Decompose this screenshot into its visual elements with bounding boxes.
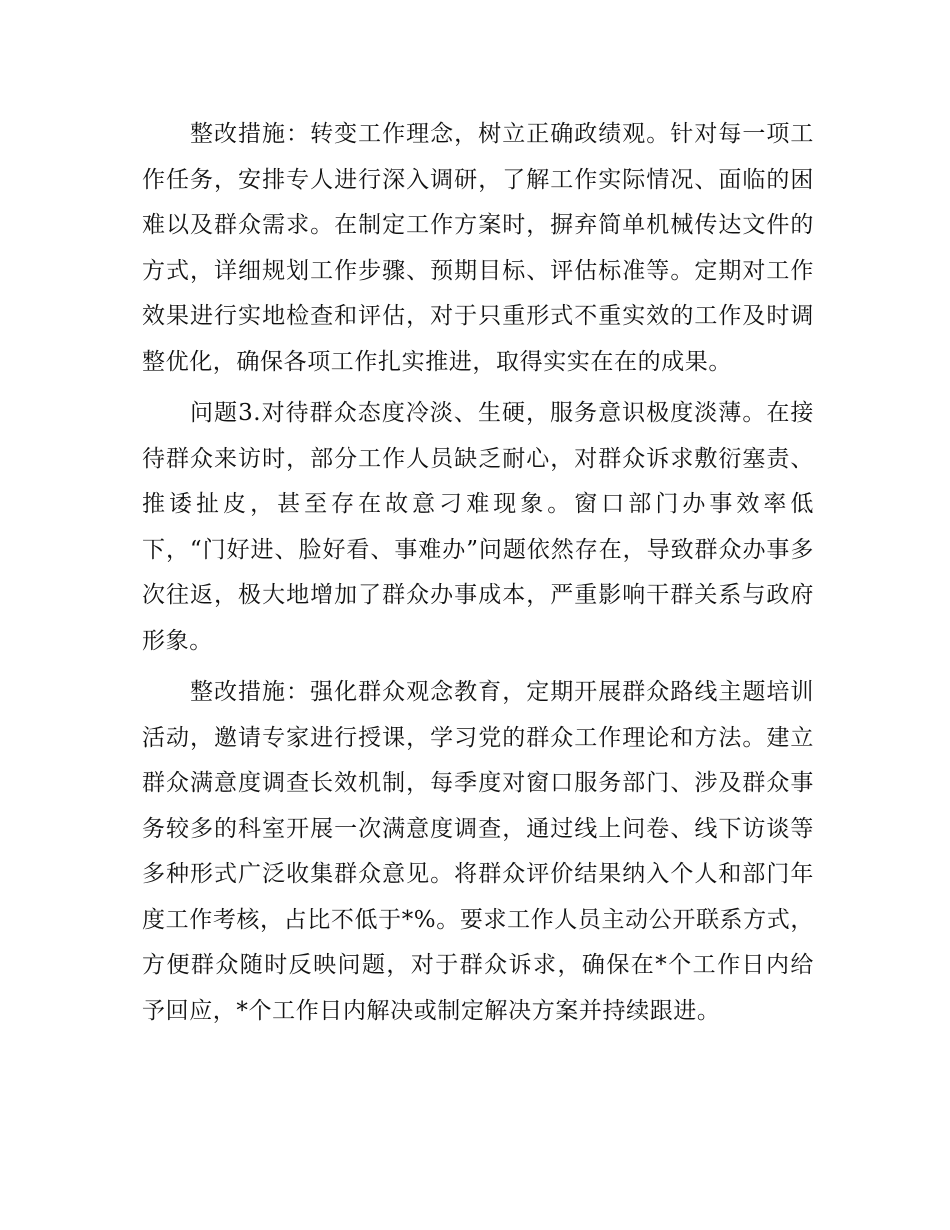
document-body (142, 112, 814, 1040)
paragraph-rectification-measures-1: 整改措施：转变工作理念，树立正确政绩观。针对每一项工作任务，安排专人进行深入调研，了解工作实际情况、面临的困难以及群众需求。在制定工作方案时，摒弃简单机械传达文件的方式，详细规划工作步骤、预期目标、评估标准等。定期对工作效果进行实地检查和评估，对于只重形式不重实效的工作及时调整优化，确保各项工作扎实推进，取得实实在在的成果。 (142, 121, 814, 375)
paragraph-problem-3: 问题3.对待群众态度冷淡、生硬，服务意识极度淡薄。在接待群众来访时，部分工作人员缺乏耐心，对群众诉求敷衍塞责、推诿扯皮，甚至存在故意刁难现象。窗口部门办事效率低下，“门好进、脸好看、事难办”问题依然存在，导致群众办事多次往返，极大地增加了群众办事成本，严重影响干群关系与政府形象。 (142, 400, 814, 654)
paragraph-rectification-measures-2: 整改措施：强化群众观念教育，定期开展群众路线主题培训活动，邀请专家进行授课，学习党的群众工作理论和方法。建立群众满意度调查长效机制，每季度对窗口服务部门、涉及群众事务较多的科室开展一次满意度调查，通过线上问卷、线下访谈等多种形式广泛收集群众意见。将群众评价结果纳入个人和部门年度工作考核，占比不低于*%。要求工作人员主动公开联系方式，方便群众随时反映问题，对于群众诉求，确保在*个工作日内给予回应，*个工作日内解决或制定解决方案并持续跟进。 (142, 679, 814, 1024)
